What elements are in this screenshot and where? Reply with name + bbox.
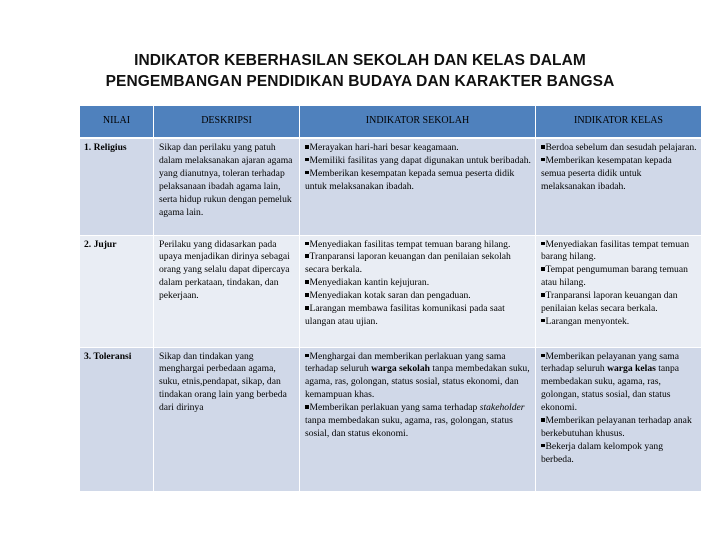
list-item: Larangan menyontek. — [541, 316, 697, 329]
bullet-icon — [541, 354, 545, 358]
list-item: Merayakan hari-hari besar keagamaan. — [305, 142, 531, 155]
bullet-icon — [305, 405, 309, 409]
list-item: Menyediakan fasilitas tempat temuan barang hilang. — [305, 239, 531, 252]
bullet-icon — [541, 418, 545, 422]
cell-indikator-sekolah — [300, 138, 536, 235]
cell-deskripsi: Perilaku yang didasarkan pada upaya menjadikan dirinya sebagai orang yang selalu dapat dipercaya dalam perkataan, tindakan, dan pekerjaan. — [154, 235, 300, 347]
cell-nilai: 2. Jujur — [80, 235, 154, 347]
header-row — [80, 106, 702, 139]
bullet-icon — [305, 280, 309, 284]
bullet-icon — [305, 158, 309, 162]
list-item: Memberikan pelayanan yang sama terhadap seluruh warga kelas tanpa membedakan suku, agama, ras, golongan, status sosial, dan status ekonomi. — [541, 350, 680, 414]
list-item: Menyediakan kotak saran dan pengaduan. — [305, 290, 531, 303]
indicator-table — [79, 105, 702, 492]
bullet-icon — [305, 171, 309, 175]
cell-indikator-kelas — [536, 235, 702, 347]
cell-nilai: 3. Toleransi — [80, 347, 154, 491]
cell-deskripsi: Sikap dan perilaku yang patuh dalam melaksanakan ajaran agama yang dianutnya, toleran terhadap pelaksanaan ibadah agama lain, serta hidup rukun dengan pemeluk agama lain. — [154, 138, 300, 235]
cell-deskripsi: Sikap dan tindakan yang menghargai perbedaan agama, suku, etnis,pendapat, sikap, dan tindakan orang lain yang berbeda dari dirinya — [154, 347, 300, 491]
bullet-icon — [305, 306, 309, 310]
title-line-1: INDIKATOR KEBERHASILAN SEKOLAH DAN KELAS DALAM — [134, 52, 586, 69]
list-item: Memberikan kesempatan kepada semua peserta didik untuk melaksanakan ibadah. — [305, 167, 515, 192]
bullet-icon — [305, 242, 309, 246]
list-item: Tranparansi laporan keuangan dan penilaian sekolah secara berkala. — [305, 251, 511, 276]
cell-indikator-kelas — [536, 347, 702, 491]
cell-nilai: 1. Religius — [80, 138, 154, 235]
header-indikator-sekolah: INDIKATOR SEKOLAH — [300, 106, 536, 139]
header-indikator-kelas: INDIKATOR KELAS — [536, 106, 702, 139]
list-item: Menyediakan fasilitas tempat temuan barang hilang. — [541, 238, 690, 263]
bullet-icon — [541, 242, 545, 246]
list-item: Tempat pengumuman barang temuan atau hilang. — [541, 264, 688, 289]
table-row-toleransi — [80, 347, 702, 491]
cell-indikator-sekolah — [300, 235, 536, 347]
table-row-religius — [80, 138, 702, 235]
cell-indikator-kelas — [536, 138, 702, 235]
list-item: Bekerja dalam kelompok yang berbeda. — [541, 440, 663, 465]
bullet-icon — [305, 293, 309, 297]
bullet-icon — [541, 293, 545, 297]
list-item: Menyediakan kantin kejujuran. — [305, 277, 531, 290]
bullet-icon — [305, 254, 309, 258]
list-item: Memberikan pelayanan terhadap anak berkebutuhan khusus. — [541, 415, 692, 439]
list-item: Memberikan perlakuan yang sama terhadap stakeholder tanpa membedakan suku, agama, ras, golongan, status sosial, dan status ekonomi. — [305, 402, 525, 439]
header-deskripsi: DESKRIPSI — [154, 106, 300, 139]
list-item: Memiliki fasilitas yang dapat digunakan untuk beribadah. — [305, 155, 531, 168]
list-item: Berdoa sebelum dan sesudah pelajaran. — [541, 142, 697, 155]
bullet-icon — [305, 145, 309, 149]
bullet-icon — [305, 354, 309, 358]
list-item: Larangan membawa fasilitas komunikasi pada saat ulangan atau ujian. — [305, 303, 505, 327]
bullet-icon — [541, 158, 545, 162]
title-line-2: PENGEMBANGAN PENDIDIKAN BUDAYA DAN KARAKTER BANGSA — [105, 73, 615, 90]
bullet-icon — [541, 267, 545, 271]
list-item: Memberikan kesempatan kepada semua peserta didik untuk melaksanakan ibadah. — [541, 154, 672, 192]
bullet-icon — [541, 145, 545, 149]
table-row-jujur — [80, 235, 702, 347]
list-item: Menghargai dan memberikan perlakuan yang sama terhadap seluruh warga sekolah tanpa membedakan suku, agama, ras, golongan, status sosial, status ekonomi, dan kemampuan khas. — [305, 350, 530, 401]
bullet-icon — [541, 319, 545, 323]
list-item: Tranparansi laporan keuangan dan penilaian kelas secara berkala. — [541, 290, 678, 315]
page-title — [0, 50, 720, 92]
header-nilai: NILAI — [80, 106, 154, 139]
cell-indikator-sekolah — [300, 347, 536, 491]
bullet-icon — [541, 444, 545, 448]
